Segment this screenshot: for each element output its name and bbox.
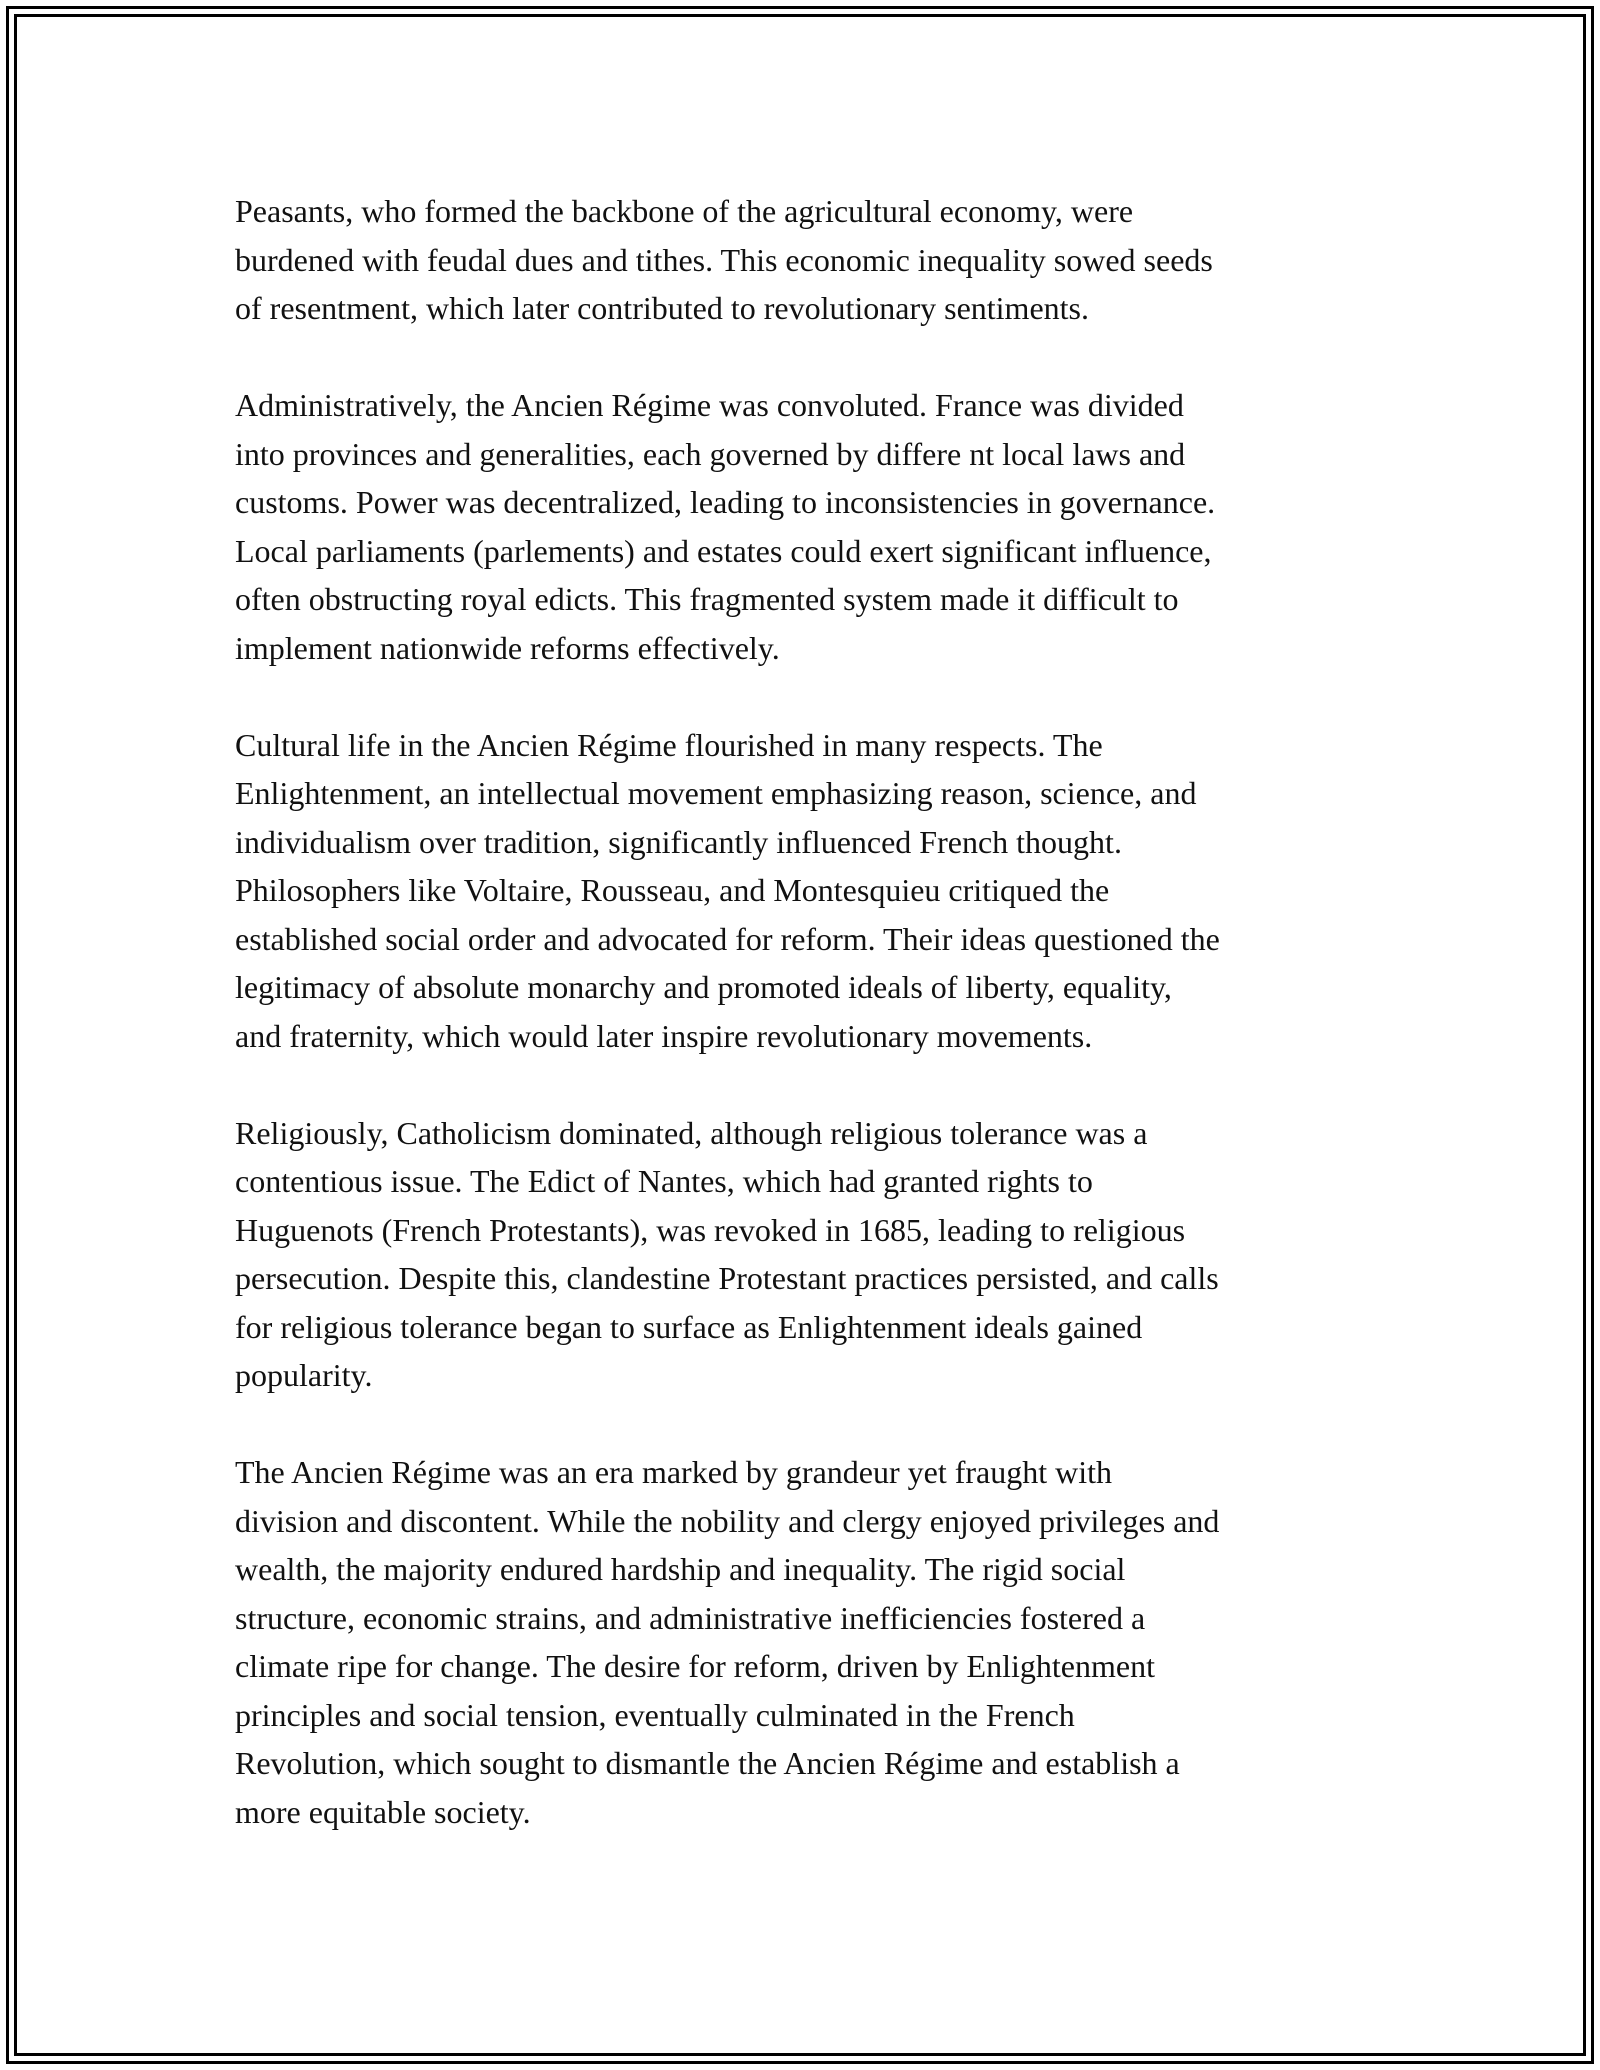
text-line: customs. Power was decentralized, leading to inconsistencies in governance. bbox=[235, 484, 1216, 520]
text-line: into provinces and generalities, each governed by differe nt local laws and bbox=[235, 435, 1186, 472]
text-line: division and discontent. While the nobility and clergy enjoyed privileges and bbox=[235, 1502, 1220, 1539]
text-line: Cultural life in the Ancien Régime flourished in many respects. The bbox=[235, 726, 1103, 763]
text-line: Local parliaments (parlements) and estates could exert significant influence, bbox=[235, 532, 1212, 569]
paragraph-peasants bbox=[235, 187, 1385, 333]
text-line: of resentment, which later contributed to revolutionary sentiments. bbox=[235, 290, 1089, 326]
document-body bbox=[235, 187, 1385, 1885]
text-line: Peasants, who formed the backbone of the agricultural economy, were bbox=[235, 193, 1134, 229]
text-line: individualism over tradition, significantly influenced French thought. bbox=[235, 823, 1122, 860]
text-line: Philosophers like Voltaire, Rousseau, and Montesquieu critiqued the bbox=[235, 872, 1110, 908]
text-line: Enlightenment, an intellectual movement emphasizing reason, science, and bbox=[235, 775, 1197, 811]
text-line: popularity. bbox=[235, 1357, 373, 1393]
text-line: Revolution, which sought to dismantle the Ancien Régime and establish a bbox=[235, 1745, 1180, 1781]
text-line: climate ripe for change. The desire for reform, driven by Enlightenment bbox=[235, 1648, 1155, 1684]
text-line: legitimacy of absolute monarchy and promoted ideals of liberty, equality, bbox=[235, 969, 1172, 1005]
text-line: The Ancien Régime was an era marked by grandeur yet fraught with bbox=[235, 1454, 1113, 1490]
text-line: and fraternity, which would later inspire revolutionary movements. bbox=[235, 1017, 1093, 1054]
paragraph-administration bbox=[235, 381, 1385, 672]
text-line: Administratively, the Ancien Régime was convoluted. France was divided bbox=[235, 387, 1184, 423]
text-line: Religiously, Catholicism dominated, although religious tolerance was a bbox=[235, 1114, 1148, 1151]
text-line: more equitable society. bbox=[235, 1793, 531, 1830]
text-line: contentious issue. The Edict of Nantes, which had granted rights to bbox=[235, 1163, 1093, 1199]
text-line: Huguenots (French Protestants), was revoked in 1685, leading to religious bbox=[235, 1211, 1186, 1248]
paragraph-cultural-life bbox=[235, 721, 1385, 1061]
paragraph-conclusion bbox=[235, 1448, 1385, 1836]
text-line: implement nationwide reforms effectively. bbox=[235, 629, 780, 666]
text-line: often obstructing royal edicts. This fragmented system made it difficult to bbox=[235, 581, 1179, 617]
text-line: wealth, the majority endured hardship and inequality. The rigid social bbox=[235, 1551, 1126, 1587]
paragraph-religion bbox=[235, 1109, 1385, 1400]
text-line: persecution. Despite this, clandestine Protestant practices persisted, and calls bbox=[235, 1260, 1219, 1296]
text-line: structure, economic strains, and administrative inefficiencies fostered a bbox=[235, 1599, 1146, 1636]
text-line: burdened with feudal dues and tithes. This economic inequality sowed seeds bbox=[235, 241, 1213, 278]
text-line: principles and social tension, eventually culminated in the French bbox=[235, 1696, 1075, 1733]
text-line: for religious tolerance began to surface as Enlightenment ideals gained bbox=[235, 1308, 1143, 1345]
text-line: established social order and advocated for reform. Their ideas questioned the bbox=[235, 920, 1220, 957]
